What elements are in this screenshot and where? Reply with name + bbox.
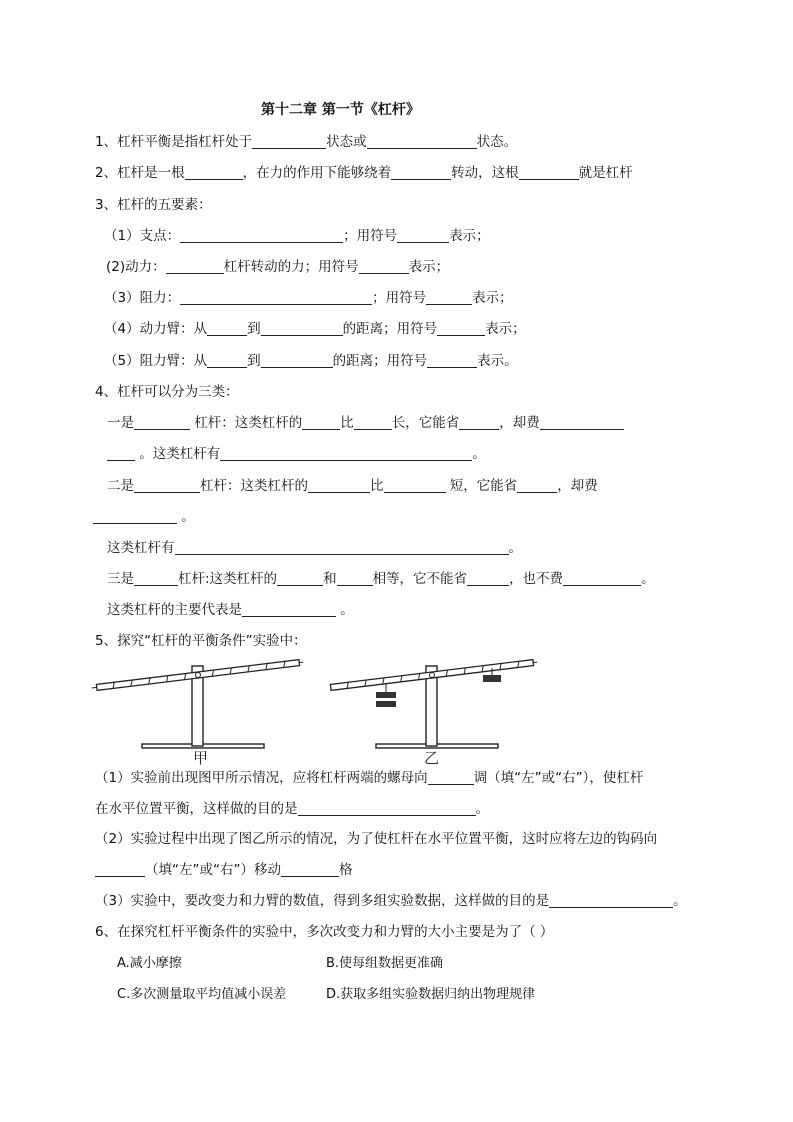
q1-text-c: 状态。 bbox=[476, 134, 518, 150]
q5-part-2b bbox=[95, 861, 352, 879]
q4-r1-blank-1[interactable] bbox=[134, 415, 190, 430]
q4-r2-text-b: 。 bbox=[472, 446, 486, 462]
q5-p2b-text-b: 格 bbox=[338, 862, 353, 878]
q3-line-1 bbox=[104, 227, 490, 245]
q5-part-1b bbox=[95, 800, 489, 818]
q3-l1-text-a: （1）支点： bbox=[104, 228, 181, 244]
q4-r3-blank-3[interactable] bbox=[384, 478, 446, 493]
q5-p1b-text-b: 。 bbox=[475, 801, 489, 817]
question-2 bbox=[95, 164, 633, 182]
q5-p2b-text-a: （填“左”或“右”）移动 bbox=[145, 862, 281, 878]
lever-figure-a bbox=[91, 659, 303, 767]
q4-r6-text-e: ，也不费 bbox=[509, 571, 564, 587]
q3-l2-blank-2[interactable] bbox=[359, 259, 409, 274]
q4-r1-text-b: 杠杆：这类杠杆的 bbox=[194, 415, 303, 431]
q3-l4-blank-2[interactable] bbox=[261, 321, 343, 336]
q6-option-a[interactable]: A.减小摩擦 bbox=[117, 956, 182, 971]
q6-option-c[interactable]: C.多次测量取平均值减小误差 bbox=[117, 987, 287, 1002]
q4-r3-blank-1[interactable] bbox=[134, 478, 200, 493]
q4-r3-text-b: 杠杆：这类杠杆的 bbox=[200, 478, 308, 494]
q3-l3-blank-1[interactable] bbox=[180, 290, 372, 305]
fig-b-label: 乙 bbox=[424, 749, 440, 767]
q4-r5-blank-1[interactable] bbox=[175, 540, 509, 555]
q4-r6-blank-3[interactable] bbox=[337, 571, 373, 586]
q1-blank-1[interactable] bbox=[252, 134, 326, 149]
q4-r1-blank-4[interactable] bbox=[459, 415, 499, 430]
q3-line-4 bbox=[104, 320, 526, 338]
q3-l4-blank-3[interactable] bbox=[437, 321, 485, 336]
q5-part-2: （2）实验过程中出现了图乙所示的情况，为了使杠杆在水平位置平衡，这时应将左边的钩码向 bbox=[95, 831, 658, 847]
lever-figure-b bbox=[330, 659, 537, 767]
q5-p1-blank-1[interactable] bbox=[428, 770, 474, 785]
q5-p1b-text-a: 在水平位置平衡，这样做的目的是 bbox=[95, 801, 298, 817]
q4-row-7 bbox=[107, 601, 354, 619]
q4-r6-text-f: 。 bbox=[641, 571, 655, 587]
q5-p3-text-a: （3）实验中，要改变力和力臂的数值，得到多组实验数据，这样做的目的是 bbox=[95, 893, 550, 909]
q4-row-6 bbox=[107, 570, 655, 588]
q3-line-3 bbox=[104, 289, 513, 307]
q3-l4-text-c: 的距离；用符号 bbox=[342, 321, 438, 337]
q3-l1-blank-2[interactable] bbox=[397, 228, 449, 243]
question-3-head: 3、杠杆的五要素： bbox=[95, 197, 212, 213]
q3-l1-blank-1[interactable] bbox=[180, 228, 343, 243]
q4-r6-blank-4[interactable] bbox=[467, 571, 509, 586]
q4-r4-text-a: 。 bbox=[181, 509, 195, 525]
q3-l4-text-d: 表示； bbox=[485, 321, 526, 337]
q3-l5-text-d: 表示。 bbox=[477, 353, 518, 369]
q3-l4-text-b: 到 bbox=[247, 321, 261, 337]
q3-l5-blank-1[interactable] bbox=[207, 353, 247, 368]
q2-text-a: 2、杠杆是一根 bbox=[95, 165, 185, 181]
q3-line-2 bbox=[106, 258, 449, 276]
q5-p3-blank-1[interactable] bbox=[549, 893, 673, 908]
left-weights bbox=[376, 684, 396, 707]
q4-r5-text-b: 。 bbox=[508, 540, 522, 556]
q4-r6-text-a: 三是 bbox=[107, 571, 134, 587]
q4-r6-text-c: 和 bbox=[323, 571, 337, 587]
q2-blank-3[interactable] bbox=[519, 165, 579, 180]
q4-row-3 bbox=[107, 477, 598, 495]
q3-l3-text-a: （3）阻力： bbox=[104, 290, 181, 306]
q4-r7-text-a: 这类杠杆的主要代表是 bbox=[107, 602, 242, 618]
q2-text-d: 就是杠杆 bbox=[578, 165, 633, 181]
q4-r4-blank-1[interactable] bbox=[93, 509, 177, 524]
q3-l1-text-b: ；用符号 bbox=[343, 228, 398, 244]
q2-blank-2[interactable] bbox=[391, 165, 451, 180]
q4-r1-blank-2[interactable] bbox=[302, 415, 340, 430]
q3-l5-text-b: 到 bbox=[247, 353, 261, 369]
q5-p2b-blank-2[interactable] bbox=[281, 862, 339, 877]
q3-l1-text-c: 表示； bbox=[449, 228, 490, 244]
q4-row-1 bbox=[107, 414, 624, 432]
q4-row-2 bbox=[107, 445, 486, 463]
q3-l5-blank-3[interactable] bbox=[427, 353, 477, 368]
question-6-stem: 6、在探究杠杆平衡条件的实验中，多次改变力和力臂的大小主要是为了（ ） bbox=[95, 924, 554, 940]
fig-a-label: 甲 bbox=[193, 749, 209, 767]
q3-l2-text-c: 表示； bbox=[408, 259, 450, 275]
q4-r6-text-b: 杠杆:这类杠杆的 bbox=[178, 571, 278, 587]
question-1 bbox=[95, 133, 517, 151]
q4-r1-blank-5[interactable] bbox=[540, 415, 624, 430]
q4-r3-text-e: ，却费 bbox=[557, 478, 598, 494]
q4-r1-text-c: 比 bbox=[340, 415, 354, 431]
q4-r2-blank-2[interactable] bbox=[220, 446, 472, 461]
q2-text-c: 转动，这根 bbox=[451, 165, 519, 181]
q3-l3-blank-2[interactable] bbox=[426, 290, 472, 305]
q4-r7-blank-1[interactable] bbox=[242, 602, 336, 617]
q5-p2b-blank-1[interactable] bbox=[95, 862, 145, 877]
q2-blank-1[interactable] bbox=[185, 165, 243, 180]
q5-part-1 bbox=[95, 769, 643, 787]
q4-r2-text-a: 。这类杠杆有 bbox=[139, 446, 221, 462]
q4-r6-blank-5[interactable] bbox=[563, 571, 641, 586]
q4-row-5 bbox=[107, 539, 522, 557]
q4-r6-blank-1[interactable] bbox=[134, 571, 178, 586]
q3-l4-blank-1[interactable] bbox=[207, 321, 247, 336]
q5-p1-text-a: （1）实验前出现图甲所示情况，应将杠杆两端的螺母向 bbox=[95, 770, 428, 786]
q3-line-5 bbox=[104, 352, 518, 370]
q4-r2-blank-1[interactable] bbox=[107, 446, 135, 461]
q3-l2-blank-1[interactable] bbox=[166, 259, 224, 274]
q4-r1-text-d: 长，它能省 bbox=[391, 415, 460, 431]
question-5-head: 5、探究“杠杆的平衡条件”实验中： bbox=[95, 633, 307, 649]
page-title: 第十二章 第一节《杠杆》 bbox=[261, 102, 420, 118]
q4-r3-blank-2[interactable] bbox=[308, 478, 370, 493]
q3-l2-text-b: 杠杆转动的力；用符号 bbox=[223, 259, 359, 275]
q3-l4-text-a: （4）动力臂：从 bbox=[104, 321, 208, 337]
q4-r7-text-b: 。 bbox=[340, 602, 354, 618]
q1-text-b: 状态或 bbox=[326, 134, 367, 150]
q2-text-b: ，在力的作用下能够绕着 bbox=[242, 165, 392, 181]
q6-option-b[interactable]: B.使每组数据更准确 bbox=[326, 956, 444, 971]
q4-r3-text-a: 二是 bbox=[107, 478, 134, 494]
q4-row-4 bbox=[93, 508, 195, 526]
q5-p3-text-b: 。 bbox=[673, 893, 687, 909]
q4-r1-text-a: 一是 bbox=[107, 415, 134, 431]
q3-l5-text-c: 的距离；用符号 bbox=[332, 353, 428, 369]
q4-r6-text-d: 相等，它不能省 bbox=[372, 571, 468, 587]
q4-r6-blank-2[interactable] bbox=[277, 571, 323, 586]
q4-r1-text-e: ，却费 bbox=[499, 415, 540, 431]
q3-l3-text-b: ；用符号 bbox=[372, 290, 427, 306]
q3-l2-text-a: (2)动力： bbox=[106, 259, 166, 275]
q5-part-3 bbox=[95, 892, 687, 910]
q6-option-d[interactable]: D.获取多组实验数据归纳出物理规律 bbox=[326, 987, 536, 1002]
q1-blank-2[interactable] bbox=[367, 134, 477, 149]
q3-l3-text-c: 表示； bbox=[472, 290, 513, 306]
q4-r5-text-a: 这类杠杆有 bbox=[107, 540, 175, 556]
q4-r3-text-c: 比 bbox=[370, 478, 384, 494]
lever-figures bbox=[90, 656, 550, 768]
q4-r1-blank-3[interactable] bbox=[354, 415, 392, 430]
q3-l5-blank-2[interactable] bbox=[261, 353, 333, 368]
q1-text-a: 1、杠杆平衡是指杠杆处于 bbox=[95, 134, 253, 150]
q3-l5-text-a: （5）阻力臂：从 bbox=[104, 353, 208, 369]
q4-r3-blank-4[interactable] bbox=[517, 478, 557, 493]
question-4-head: 4、杠杆可以分为三类： bbox=[95, 384, 239, 400]
q5-p1-text-b: 调（填“左”或“右”），使杠杆 bbox=[473, 770, 644, 786]
q5-p1b-blank-1[interactable] bbox=[298, 801, 476, 816]
q4-r3-text-d: 短，它能省 bbox=[449, 478, 518, 494]
